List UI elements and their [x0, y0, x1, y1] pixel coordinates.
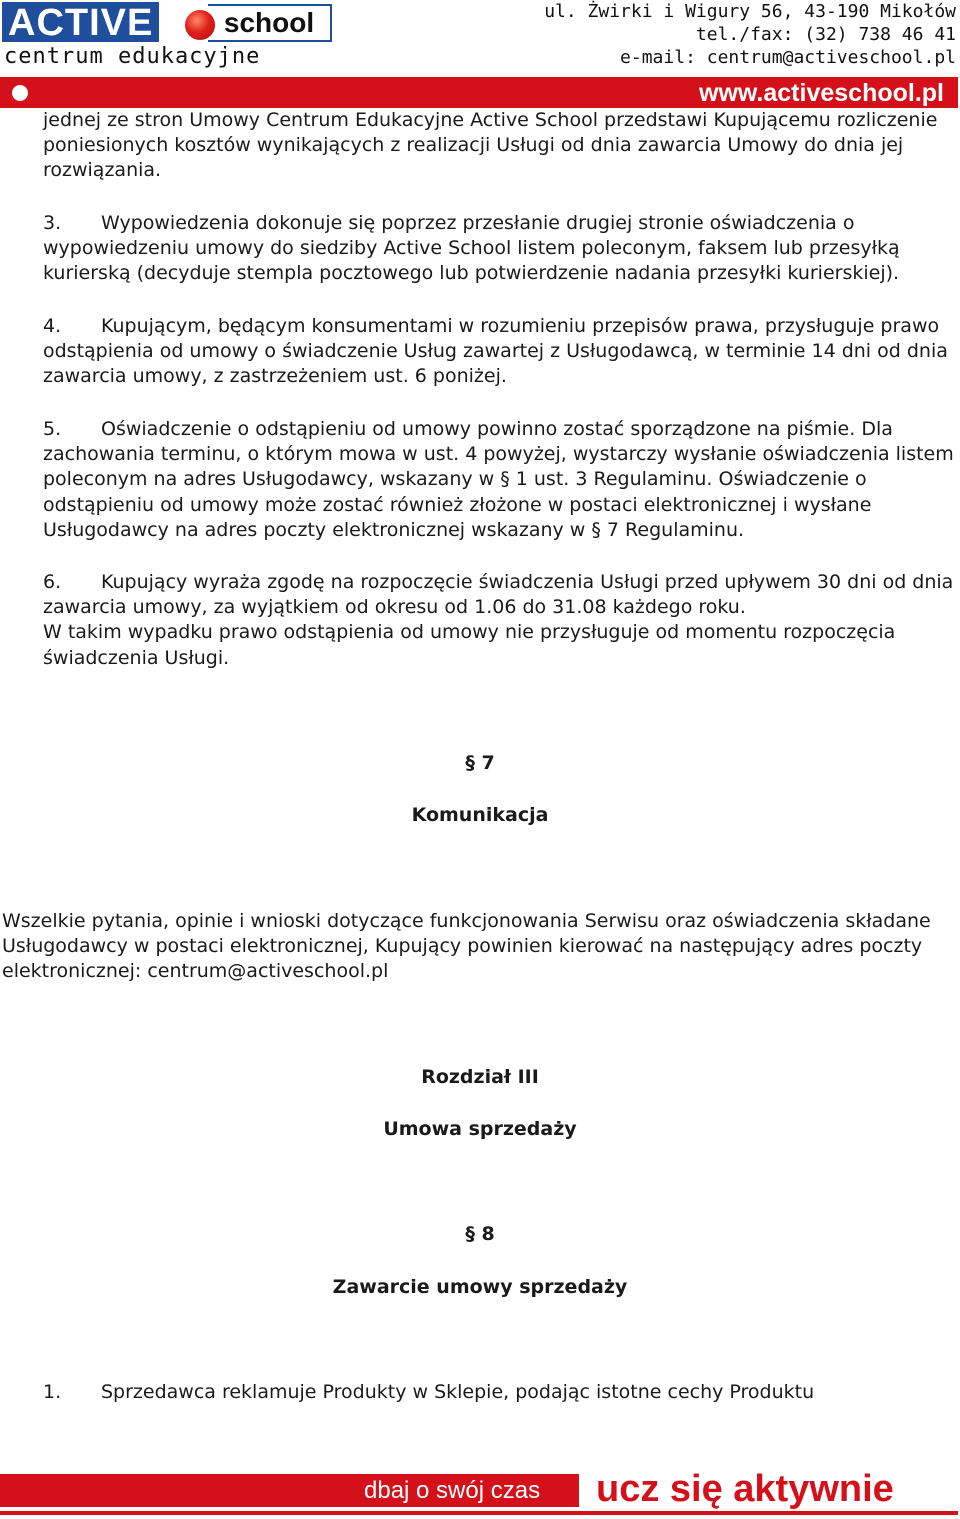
paragraph-text: Oświadczenie o odstąpieniu od umowy powinno zostać sporządzone na piśmie. Dla zachowania terminu, o którym mowa w ust. 4 powyżej, wystarczy wysłanie oświadczenia listem poleconym na adres Usługodawcy, wskazany w § 1 ust. 3 Regulaminu. Oświadczenie o odstąpieniu od umowy może zostać również złożone w postaci elektronicznej i wysłane Usługodawcy na adres poczty elektronicznej wskazany w § 7 Regulaminu. — [43, 418, 954, 541]
bullet-dot-icon — [12, 85, 28, 101]
footer-slogan: ucz się aktywnie — [596, 1468, 894, 1510]
section-7-number: § 7 — [465, 752, 495, 774]
section-8-title: Zawarcie umowy sprzedaży — [332, 1276, 628, 1298]
chapter-heading: Rozdział III — [421, 1066, 539, 1088]
paragraph-number: 6. — [43, 571, 62, 593]
chapter-title: Umowa sprzedaży — [383, 1118, 577, 1140]
logo-active-text: ACTIVE — [2, 2, 159, 42]
paragraph-4 — [43, 314, 958, 390]
header-red-bar — [0, 77, 958, 108]
email: e-mail: centrum@activeschool.pl — [620, 47, 956, 68]
paragraph-number: 5. — [43, 418, 62, 440]
paragraph-6 — [43, 570, 958, 671]
intro-paragraph: jednej ze stron Umowy Centrum Edukacyjne Active School przedstawi Kupującemu rozliczenie poniesionych kosztów wynikających z realizacji Usługi od dnia zawarcia Umowy do dnia jej rozwiązania. — [43, 109, 938, 182]
logo-subtitle: centrum edukacyjne — [4, 44, 261, 69]
footer-tagline: dbaj o swój czas — [364, 1477, 541, 1504]
paragraph-text: Wypowiedzenia dokonuje się poprzez przesłanie drugiej stronie oświadczenia o wypowiedzeniu umowy do siedziby Active School listem poleconym, faksem lub przesyłką kurierską (decyduje stempla pocztowego lub potwierdzenie nadania przesyłki kurierskiej). — [43, 212, 900, 285]
paragraph-3 — [43, 211, 958, 287]
address: ul. Żwirki i Wigury 56, 43-190 Mikołów — [544, 1, 956, 22]
footer-red-bar — [0, 1474, 579, 1507]
footer — [0, 1468, 960, 1519]
logo-school-text: school — [208, 4, 332, 42]
communication-paragraph: Wszelkie pytania, opinie i wnioski dotyczące funkcjonowania Serwisu oraz oświadczenia składane Usługodawcy w postaci elektronicznej, Kupujący powinien kierować na następujący adres poczty elektronicznej: centrum@activeschool.pl — [2, 910, 931, 983]
tel-fax: tel./fax: (32) 738 46 41 — [695, 24, 956, 45]
paragraph-text: Kupujący wyraża zgodę na rozpoczęcie świadczenia Usługi przed upływem 30 dni od dnia zawarcia umowy, za wyjątkiem od okresu od 1.06 do 31.08 każdego roku. — [43, 571, 954, 619]
contact-block — [544, 0, 956, 69]
section-8-number: § 8 — [465, 1223, 495, 1245]
footer-divider — [0, 1511, 958, 1515]
letterhead — [0, 0, 960, 110]
paragraph-number: 4. — [43, 315, 62, 337]
paragraph-text: Kupującym, będącym konsumentami w rozumieniu przepisów prawa, przysługuje prawo odstąpienia od umowy o świadczenie Usług zawartej z Usługodawcą, w terminie 14 dni od dnia zawarcia umowy, z zastrzeżeniem ust. 6 poniżej. — [43, 315, 948, 388]
logo-dot-icon — [183, 8, 217, 42]
website-url: www.activeschool.pl — [699, 79, 944, 107]
paragraph-text-continued: W takim wypadku prawo odstąpienia od umowy nie przysługuje od momentu rozpoczęcia świadczenia Usługi. — [43, 621, 896, 669]
paragraph-number: 1. — [43, 1381, 62, 1403]
section-7-title: Komunikacja — [411, 804, 549, 826]
section-8-paragraph-1 — [43, 1380, 958, 1405]
paragraph-5 — [43, 417, 958, 543]
paragraph-number: 3. — [43, 212, 62, 234]
paragraph-text: Sprzedawca reklamuje Produkty w Sklepie, podając istotne cechy Produktu — [101, 1381, 815, 1403]
